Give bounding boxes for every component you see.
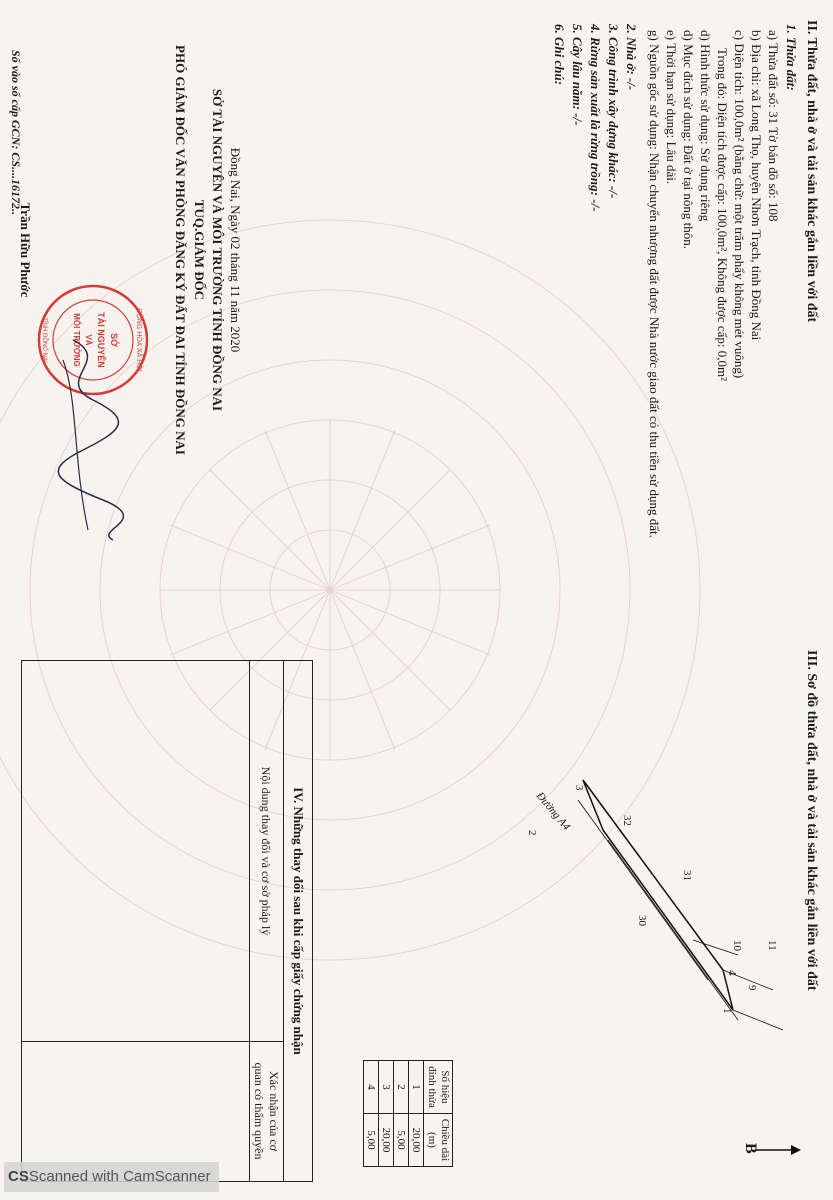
north-arrow-icon <box>753 1130 803 1170</box>
note-line: 6. Ghi chú: <box>552 24 567 86</box>
seal-line-3: TÀI NGUYÊN <box>96 312 106 368</box>
land-area-detail-line: Trong đó: Diện tích được cấp: 100,0m², Không được cấp: 0,0m² <box>715 48 730 382</box>
construction-line: 3. Công trình xây dựng khác: -/- <box>606 24 621 199</box>
usage-term-line: e) Thời hạn sử dụng: Lâu dài. <box>664 30 679 185</box>
land-area-line: c) Diện tích: 100,0m² (bằng chữ: một trăm phẩy không mét vuông) <box>732 30 747 379</box>
changes-header-confirm-line1: Xác nhận của cơ <box>267 1071 281 1151</box>
forest-line: 4. Rừng sản xuất là rừng trồng: -/- <box>588 24 603 212</box>
section4-title: IV. Những thay đổi sau khi cấp giấy chứng nhận <box>291 787 306 1055</box>
changes-header-confirm <box>250 1041 284 1181</box>
plot-31: 31 <box>681 870 693 881</box>
section-diagram <box>0 640 833 1200</box>
camscanner-logo-text: CS <box>8 1168 29 1185</box>
changes-header-content: Nội dung thay đổi và cơ sở pháp lý <box>249 661 284 1042</box>
changes-table <box>21 660 313 1182</box>
table-row: 1 20,00 <box>409 1061 424 1167</box>
seal-line-6: TỈNH ĐỒNG NAI <box>41 317 47 363</box>
plot-30: 30 <box>636 915 648 926</box>
seal-line-4: VÀ <box>84 334 93 346</box>
seal-line-2: SỞ <box>109 333 119 347</box>
corner-3: 3 <box>573 785 585 791</box>
usage-form-line: d) Hình thức sử dụng: Sử dụng riêng <box>698 30 713 222</box>
table-row: 2 5,00 <box>394 1061 409 1167</box>
signature-scribble-icon <box>43 330 133 550</box>
signature-tuq: TUQ.GIÁM ĐỐC <box>192 199 207 301</box>
table-row: 4 5,00 <box>364 1061 379 1167</box>
corner-4: 4 <box>726 970 738 976</box>
seal-line-1: CỘNG HÒA XÃ HỘI <box>135 308 142 372</box>
changes-divider <box>22 1041 250 1042</box>
plot-9: 9 <box>746 985 758 991</box>
north-label: B <box>742 1143 759 1154</box>
road-label: Đường A4 <box>533 790 573 833</box>
plot-32: 32 <box>621 815 633 826</box>
table-row: 3 20,00 <box>379 1061 394 1167</box>
corner-1: 1 <box>721 1008 733 1014</box>
plot-11: 11 <box>766 940 778 951</box>
signature-org: SỞ TÀI NGUYÊN VÀ MÔI TRƯỜNG TỈNH ĐỒNG NAI <box>210 88 225 412</box>
land-heading: 1. Thửa đất: <box>784 24 799 91</box>
perennial-line: 5. Cây lâu năm: -/- <box>570 24 585 126</box>
changes-body <box>21 661 250 1181</box>
camscanner-text: Scanned with CamScanner <box>28 1168 211 1185</box>
land-address-line: b) Địa chỉ: xã Long Thọ, huyện Nhơn Trạch, tỉnh Đồng Nai <box>749 30 764 341</box>
changes-header-confirm-line2: quan có thẩm quyền <box>252 1062 266 1160</box>
seal-line-5: MÔI TRƯỜNG <box>72 313 81 367</box>
book-number: Số vào sổ cấp GCN: CS....16172.. <box>9 50 23 216</box>
parcel-diagram <box>533 740 793 1040</box>
signature-title: PHÓ GIÁM ĐỐC VĂN PHÒNG ĐĂNG KÝ ĐẤT ĐAI TỈNH ĐỒNG NAI <box>173 45 188 455</box>
land-number-line: a) Thửa đất số: 31 Tờ bản đồ số: 108 <box>766 30 781 222</box>
corner-2: 2 <box>526 830 538 836</box>
house-line: 2. Nhà ở: -/- <box>624 24 639 91</box>
dim-header-length: Chiều dài (m) <box>424 1114 453 1167</box>
dim-header-point: Số hiệu đỉnh thửa <box>424 1061 453 1114</box>
usage-origin-line: g) Nguồn gốc sử dụng: Nhận chuyển nhượng đất được Nhà nước giao đất có thu tiền sử dụng đất. <box>647 30 662 538</box>
plot-10: 10 <box>731 940 743 951</box>
dimension-table <box>363 1060 453 1167</box>
section2-title: II. Thửa đất, nhà ở và tài sản khác gắn liền với đất <box>804 20 819 323</box>
signature-date: Đồng Nai, Ngày 02 tháng 11 năm 2020 <box>228 147 243 353</box>
section3-title: III. Sơ đồ thửa đất, nhà ở và tài sản khác gắn liền với đất <box>804 650 819 991</box>
usage-purpose-line: d) Mục đích sử dụng: Đất ở tại nông thôn. <box>681 30 696 250</box>
camscanner-watermark <box>4 1162 219 1192</box>
parcel-31-outline <box>583 780 733 1010</box>
signer-name: Trần Hữu Phước <box>18 202 33 298</box>
